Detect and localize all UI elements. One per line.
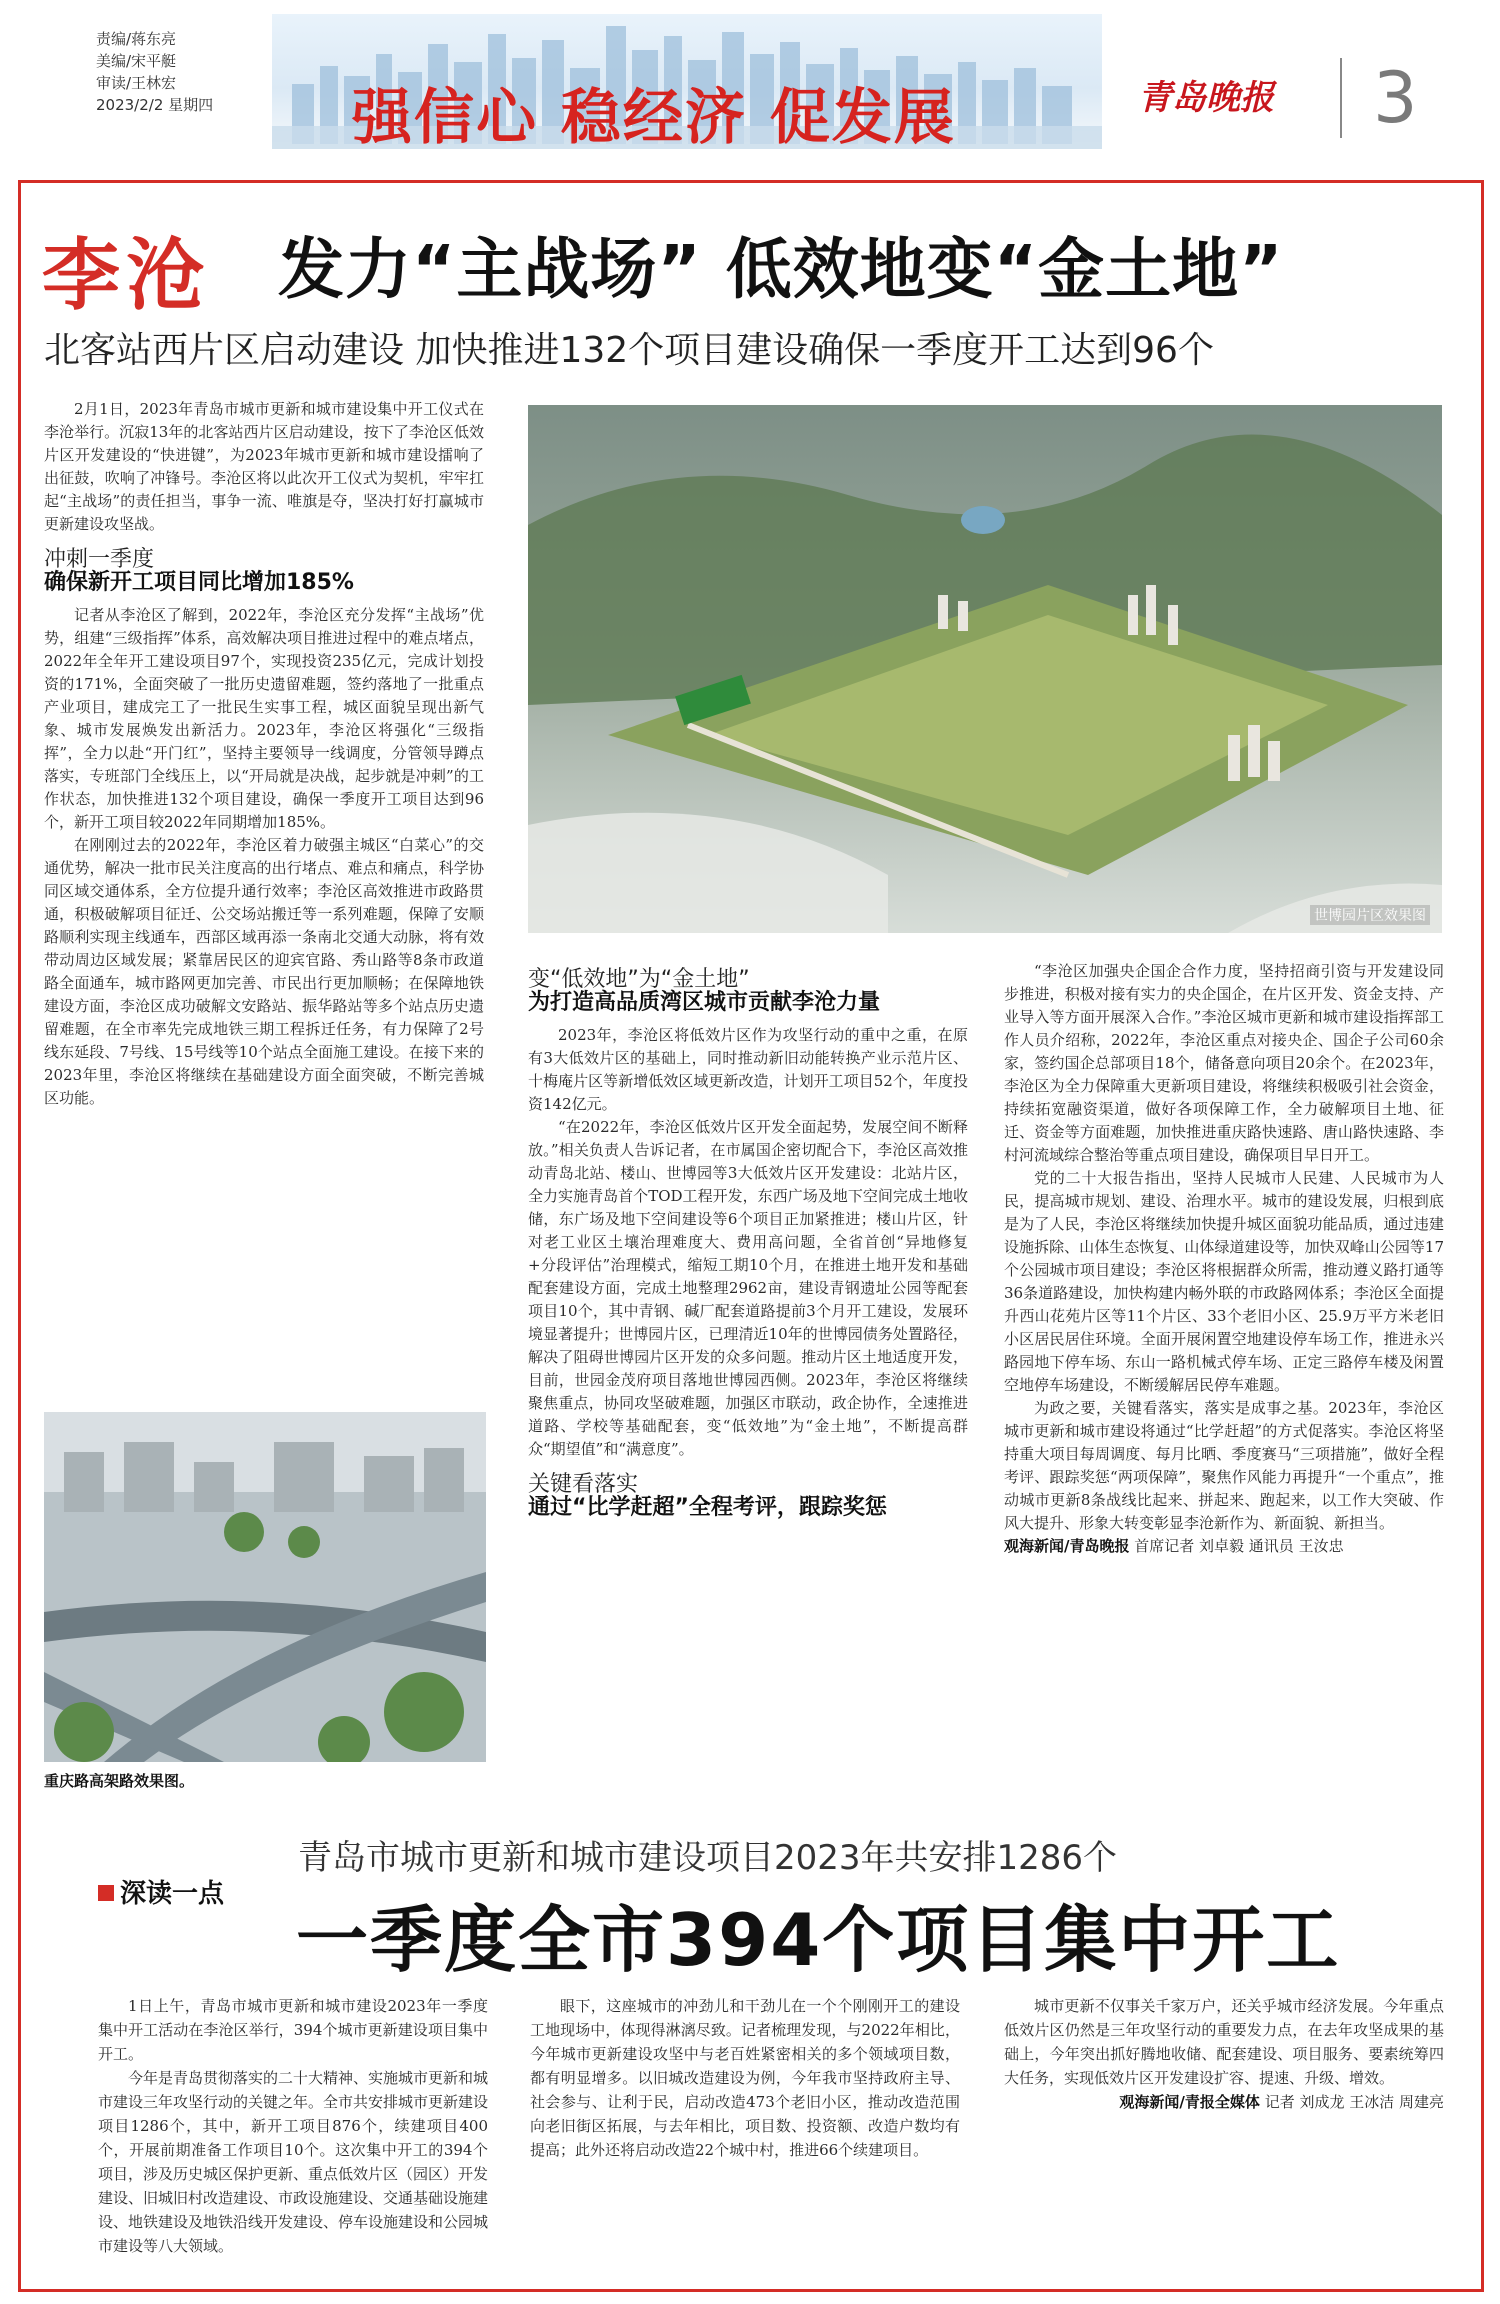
byline-names: 记者 刘成龙 王冰洁 周建亮 [1264, 2093, 1444, 2111]
deep-read-column-2 [530, 1994, 960, 2162]
photo-caption: 世博园片区效果图 [1310, 905, 1430, 925]
deep-read-column-3 [1004, 1994, 1444, 2114]
section-subtitle: 确保新开工项目同比增加185% [44, 570, 354, 595]
body-paragraph: “李沧区加强央企国企合作力度，坚持招商引资与开发建设同步推进，积极对接有实力的央企国企，在片区开发、资金支持、产业导入等方面开展深入合作。”李沧区城市更新和城市建设指挥部工作人员介绍称，2022年，李沧区重点对接央企、国企子公司60余家，签约国企总部项目18个，储备意向项目20余个。在2023年，李沧区为全力保障重大更新项目建设，将继续积极吸引社会资金，持续拓宽融资渠道，做好各项保障工作，全力破解项目土地、征迁、资金等方面难题，加快推进重庆路快速路、唐山路快速路、李村河流域综合整治等重点项目建设，确保项目早日开工。 [1004, 962, 1444, 1164]
body-paragraph: 今年是青岛贯彻落实的二十大精神、实施城市更新和城市建设三年攻坚行动的关键之年。全市共安排城市更新建设项目1286个，其中，新开工项目876个，续建项目400个，开展前期准备工作项目10个。这次集中开工的394个项目，涉及历史城区保护更新、重点低效片区（园区）开发建设、旧城旧村改造建设、市政设施建设、交通基础设施建设、地铁建设及地铁沿线开发建设、停车设施建设和公园城市建设等八大领域。 [98, 2069, 489, 2255]
deep-read-subhead: 青岛市城市更新和城市建设项目2023年共安排1286个 [298, 1838, 1118, 1878]
body-paragraph: 记者从李沧区了解到，2022年，李沧区充分发挥“主战场”优势，组建“三级指挥”体系，高效解决项目推进过程中的难点堵点，2022年全年开工建设项目97个，实现投资235亿元，完成计划投资的171%，全面突破了一批历史遗留难题，签约落地了一批重点产业项目，建成完工了一批民生实事工程，城区面貌呈现出新气象、城市发展焕发出新活力。2023年，李沧区将强化“三级指挥”，全力以赴“开门红”，坚持主要领导一线调度，分管领导蹲点落实，专班部门全线压上，以“开局就是决战，起步就是冲刺”的工作状态，加快推进132个项目建设，确保一季度开工项目达到96个，新开工项目较2022年同期增加185%。 [44, 606, 484, 831]
section-title: 变“低效地”为“金土地” [528, 967, 750, 992]
body-paragraph: 党的二十大报告指出，坚持人民城市人民建、人民城市为人民，提高城市规划、建设、治理水平。城市的建设发展，归根到底是为了人民，李沧区将继续加快提升城区面貌功能品质，通过违建设施拆除、山体生态恢复、山体绿道建设等，加快双峰山公园等17个公园城市项目建设；李沧区将根据群众所需，推动遵义路打通等36条道路建设，加快构建内畅外联的市政路网体系；李沧区全面提升西山花苑片区等11个片区、33个老旧小区、25.9万平方米老旧小区居民居住环境。全面开展闲置空地建设停车场工作，推进永兴路园地下停车场、东山一路机械式停车场、正定三路停车楼及闲置空地停车场建设，不断缓解居民停车难题。 [1004, 1169, 1444, 1394]
newspaper-logo: 青岛晚报 [1138, 78, 1274, 118]
section-subtitle: 通过“比学赶超”全程考评，跟踪奖惩 [528, 1495, 887, 1520]
deep-read-column-1 [98, 1994, 488, 2258]
article-headline: 发力“主战场” 低效地变“金土地” [278, 231, 1284, 308]
byline-names: 首席记者 刘卓毅 通讯员 王汝忠 [1134, 1537, 1344, 1555]
body-paragraph: 1日上午，青岛市城市更新和城市建设2023年一季度集中开工活动在李沧区举行，394个城市更新建设项目集中开工。 [98, 1997, 488, 2063]
body-paragraph: 眼下，这座城市的冲劲儿和干劲儿在一个个刚刚开工的建设工地现场中，体现得淋漓尽致。记者梳理发现，与2022年相比，今年城市更新建设攻坚中与老百姓紧密相关的多个领域项目数，都有明显增多。以旧城改造建设为例，今年我市坚持政府主导、社会参与、让利于民，启动改造473个老旧小区，推动改造范围向老旧街区拓展，与去年相比，项目数、投资额、改造户数均有提高；此外还将启动改造22个城中村，推进66个续建项目。 [530, 1997, 960, 2159]
proofreader-credit: 审读/王林宏 [96, 74, 177, 92]
article-subhead: 北客站西片区启动建设 加快推进132个项目建设确保一季度开工达到96个 [44, 330, 1214, 371]
red-square-marker [98, 1885, 114, 1901]
issue-date: 2023/2/2 星期四 [96, 96, 214, 114]
masthead [0, 0, 1500, 168]
district-label: 李沧 [42, 231, 211, 321]
section-title: 冲刺一季度 [44, 547, 155, 572]
overpass-caption: 重庆路高架路效果图。 [44, 1772, 195, 1790]
deep-read-headline: 一季度全市394个项目集中开工 [296, 1898, 1341, 1982]
slogan: 强信心 稳经济 促发展 [352, 83, 956, 149]
left-column [44, 398, 484, 1110]
deep-read-tag [98, 1873, 224, 1910]
deep-read-tag-label: 深读一点 [120, 1879, 225, 1909]
masthead-divider [1340, 58, 1342, 138]
body-paragraph: 2023年，李沧区将低效片区作为攻坚行动的重中之重，在原有3大低效片区的基础上，同时推动新旧动能转换产业示范片区、十梅庵片区等新增低效区域更新改造，计划开工项目52个，年度投资142亿元。 [528, 1026, 968, 1113]
overpass-rendering [44, 1412, 486, 1762]
middle-column [528, 968, 968, 1529]
article-byline [1004, 1535, 1444, 1558]
slogan-banner [272, 14, 1102, 149]
lead-paragraph: 2月1日，2023年青岛市城市更新和城市建设集中开工仪式在李沧举行。沉寂13年的北客站西片区启动建设，按下了李沧区低效片区开发建设的“快进键”，为2023年城市更新和城市建设擂响了出征鼓，吹响了冲锋号。李沧区将以此次开工仪式为契机，牢牢扛起“主战场”的责任担当，事争一流、唯旗是夺，坚决打好打赢城市更新建设攻坚战。 [44, 400, 484, 533]
body-paragraph: 在刚刚过去的2022年，李沧区着力破强主城区“白菜心”的交通优势，解决一批市民关注度高的出行堵点、难点和痛点，科学协同区域交通体系，全方位提升通行效率；李沧区高效推进市政路贯通，积极破解项目征迁、公交场站搬迁等一系列难题，保障了安顺路顺利实现主线通车，西部区域再添一条南北交通大动脉，将有效带动周边区域发展；紧靠居民区的迎宾官路、秀山路等8条市政道路全面通车，城市路网更加完善、市民出行更加顺畅；在保障地铁建设方面，李沧区成功破解文安路站、振华路站等多个站点历史遗留难题，在全市率先完成地铁三期工程拆迁任务，有力保障了2号线东延段、7号线、15号线等10个站点全面施工建设。在接下来的2023年里，李沧区将继续在基础建设方面全面突破，不断完善城区功能。 [44, 836, 484, 1107]
page-credits [96, 28, 213, 116]
overpass-image [44, 1412, 486, 1762]
deep-read-byline [1004, 2090, 1444, 2114]
designer-credit: 美编/宋平艇 [96, 52, 177, 70]
body-paragraph: 为政之要，关键看落实，落实是成事之基。2023年，李沧区城市更新和城市建设将通过“比学赶超”的方式促落实。李沧区将坚持重大项目每周调度、每月比晒、季度赛马“三项措施”，做好全程考评、跟踪奖惩“两项保障”，聚焦作风能力再提升“一个重点”，推动城市更新8条战线比起来、拼起来、跑起来，以工作大突破、作风大提升、形象大转变彰显李沧新作为、新面貌、新担当。 [1004, 1399, 1444, 1532]
byline-org: 观海新闻/青岛晚报 [1004, 1537, 1130, 1555]
byline-org: 观海新闻/青报全媒体 [1119, 2093, 1260, 2111]
expo-park-rendering [528, 405, 1442, 933]
editor-credit: 责编/蒋东亮 [96, 30, 177, 48]
aerial-rendering-image [528, 405, 1442, 933]
page-number: 3 [1373, 57, 1418, 139]
section-title: 关键看落实 [528, 1472, 639, 1497]
section-subtitle: 为打造高品质湾区城市贡献李沧力量 [528, 990, 881, 1015]
body-paragraph: 城市更新不仅事关千家万户，还关乎城市经济发展。今年重点低效片区仍然是三年攻坚行动的重要发力点，在去年攻坚成果的基础上，今年突出抓好腾地收储、配套建设、项目服务、要素统筹四大任务，实现低效片区开发建设扩容、提速、升级、增效。 [1004, 1997, 1444, 2087]
right-column [1004, 960, 1444, 1558]
body-paragraph: “在2022年，李沧区低效片区开发全面起势，发展空间不断释放。”相关负责人告诉记者，在市属国企密切配合下，李沧区高效推动青岛北站、楼山、世博园等3大低效片区开发建设：北站片区，全力实施青岛首个TOD工程开发，东西广场及地下空间完成土地收储，东广场及地下空间建设等6个项目正加紧推进；楼山片区，针对老工业区土壤治理难度大、费用高问题，全省首创“异地修复+分段评估”治理模式，缩短工期10个月，在推进土地开发和基础配套建设方面，完成土地整理2962亩，建设青钢遗址公园等配套项目10个，其中青钢、碱厂配套道路提前3个月开工建设，发展环境显著提升；世博园片区，已理清近10年的世博园债务处置路径，解决了阻碍世博园片区开发的众多问题。推动片区土地适度开发，目前，世园金茂府项目落地世博园西侧。2023年，李沧区将继续聚焦重点，协同攻坚破难题，加强区市联动，政企协作，全速推进道路、学校等基础配套，变“低效地”为“金土地”，不断提高群众“期望值”和“满意度”。 [528, 1118, 968, 1458]
